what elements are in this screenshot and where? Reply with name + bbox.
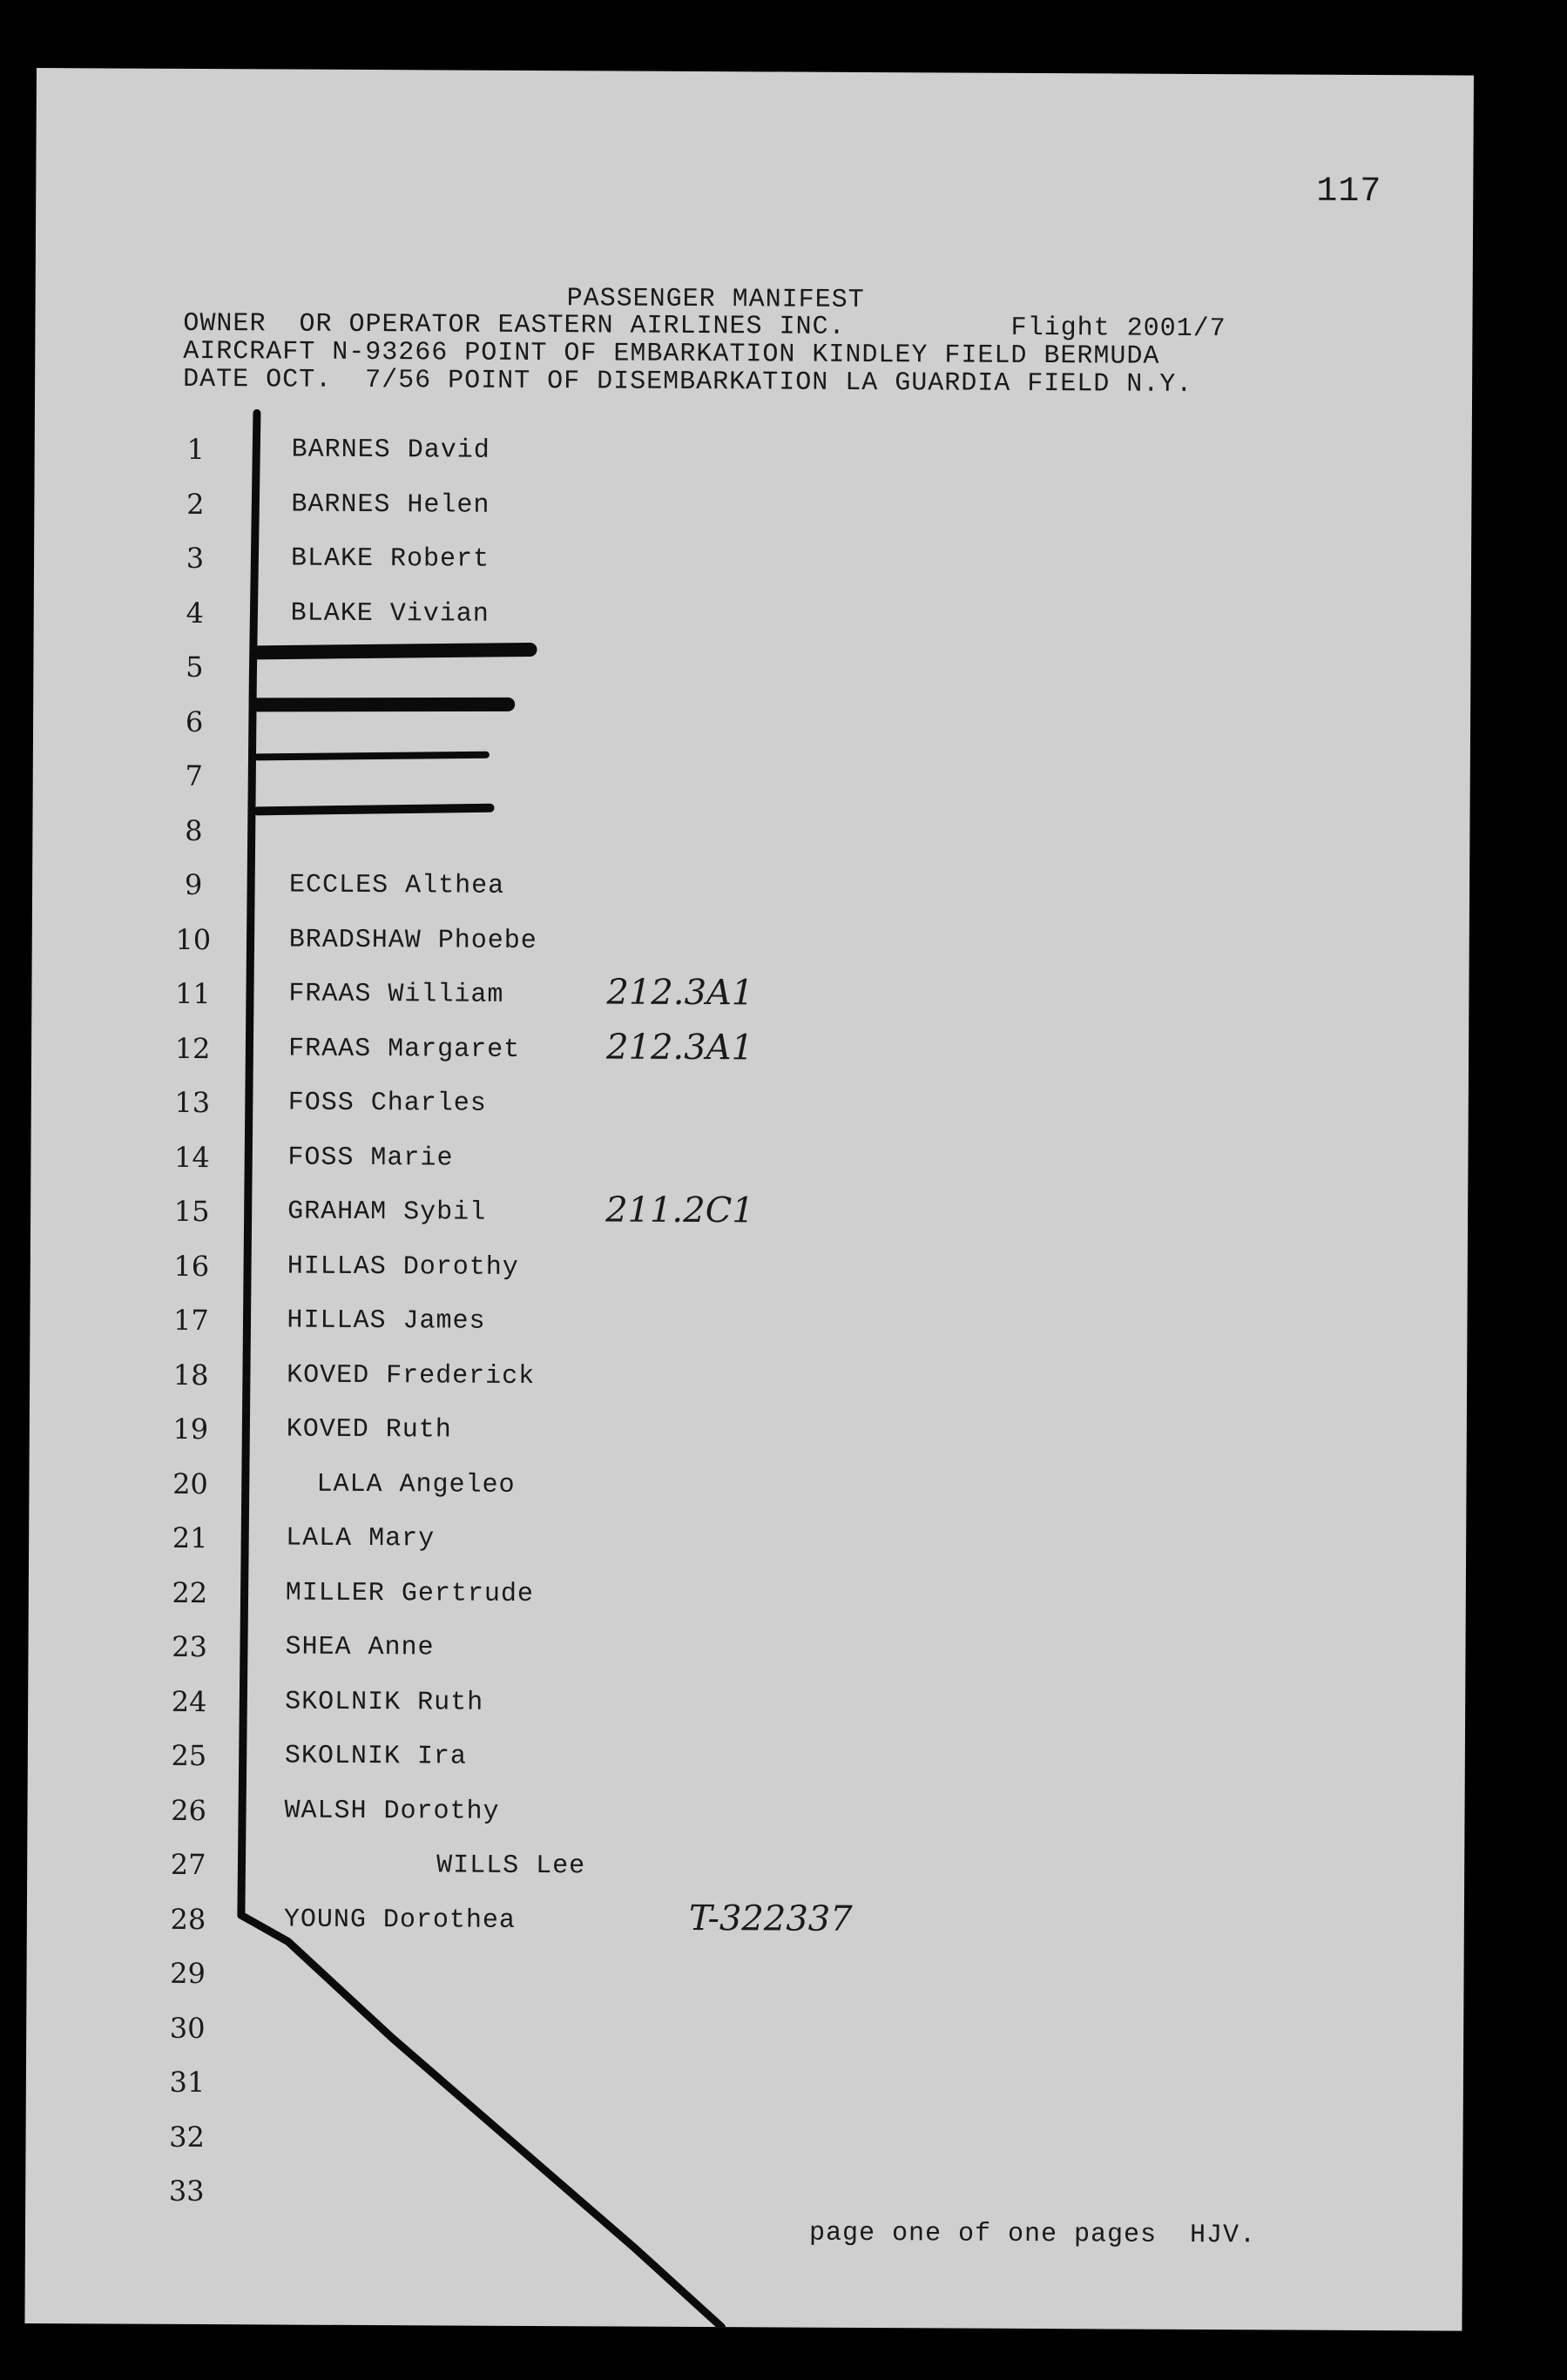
- date-line: DATE OCT. 7/56 POINT OF DISEMBARKATION LA GUARDIA FIELD N.Y.: [183, 364, 1193, 400]
- handwritten-note: 212.3A1: [606, 1026, 754, 1068]
- row-number: 6: [185, 705, 204, 738]
- row-number: 12: [174, 1031, 211, 1065]
- strike-row-8: [258, 806, 490, 812]
- owner-line: OWNER OR OPERATOR EASTERN AIRLINES INC. Flight 2001/7: [183, 308, 1226, 345]
- passenger-name: SHEA Anne: [285, 1632, 435, 1663]
- manifest-title: PASSENGER MANIFEST: [566, 284, 865, 315]
- row-number: 9: [184, 867, 203, 902]
- passenger-name: ECCLES Althea: [289, 870, 505, 901]
- passenger-name: YOUNG Dorothea: [283, 1905, 517, 1936]
- row-number: 21: [172, 1520, 208, 1555]
- row-number: 11: [174, 976, 211, 1011]
- passenger-name: LALA Mary: [286, 1523, 436, 1554]
- page-number: 117: [1316, 172, 1382, 212]
- passenger-name: LALA Angeleo: [316, 1469, 516, 1500]
- manifest-paper: [24, 68, 1474, 2331]
- row-number: 1: [186, 432, 205, 467]
- passenger-name: SKOLNIK Ruth: [285, 1687, 484, 1718]
- row-number: 16: [173, 1249, 210, 1283]
- row-number: 4: [186, 596, 204, 630]
- row-number: 23: [172, 1629, 207, 1664]
- passenger-name: WALSH Dorothy: [284, 1796, 500, 1827]
- passenger-name: MILLER Gertrude: [285, 1578, 534, 1609]
- handwritten-note: 211.2C1: [605, 1190, 754, 1231]
- passenger-name: FOSS Marie: [287, 1143, 454, 1174]
- strike-row-5: [258, 648, 530, 654]
- strike-row-7: [258, 753, 486, 758]
- passenger-name: BLAKE Vivian: [290, 598, 490, 630]
- row-number: 5: [186, 650, 204, 684]
- row-number: 15: [173, 1194, 210, 1229]
- row-number: 13: [174, 1085, 211, 1120]
- row-number: 18: [172, 1358, 209, 1392]
- passenger-name: BARNES Helen: [291, 489, 490, 521]
- passenger-name: HILLAS Dorothy: [287, 1251, 519, 1283]
- row-number: 25: [171, 1738, 207, 1773]
- row-number: 20: [172, 1466, 208, 1500]
- passenger-name: KOVED Ruth: [286, 1414, 452, 1446]
- row-number: 33: [168, 2174, 205, 2208]
- row-number: 7: [185, 758, 204, 793]
- passenger-name: BLAKE Robert: [290, 543, 490, 575]
- row-number: 17: [173, 1303, 209, 1338]
- row-number: 29: [170, 1956, 206, 1991]
- passenger-name: WILLS Lee: [436, 1851, 586, 1882]
- row-number: 19: [172, 1412, 209, 1446]
- row-number: 3: [186, 541, 205, 576]
- passenger-name: GRAHAM Sybil: [287, 1197, 487, 1228]
- diagonal-tail-line: [239, 1915, 723, 2327]
- row-number: 2: [186, 487, 205, 521]
- row-number: 32: [169, 2120, 206, 2154]
- passenger-name: FOSS Charles: [287, 1088, 487, 1119]
- row-number: 27: [170, 1847, 206, 1882]
- strike-row-6: [258, 703, 508, 706]
- row-number: 10: [175, 922, 212, 956]
- handwritten-note: 212.3A1: [606, 972, 754, 1014]
- passenger-name: BRADSHAW Phoebe: [288, 925, 537, 956]
- aircraft-line: AIRCRAFT N-93266 POINT OF EMBARKATION KINDLEY FIELD BERMUDA: [183, 336, 1160, 372]
- row-number: 14: [173, 1140, 210, 1174]
- row-number: 30: [169, 2011, 206, 2045]
- row-number: 8: [185, 813, 203, 847]
- row-number: 26: [171, 1793, 206, 1827]
- passenger-name: FRAAS William: [288, 979, 504, 1010]
- row-number: 22: [172, 1575, 208, 1609]
- passenger-name: HILLAS James: [287, 1305, 486, 1337]
- page-footer: page one of one pages HJV.: [808, 2218, 1257, 2251]
- handwritten-note: T-322337: [688, 1898, 853, 1939]
- vertical-bracket-line: [241, 413, 257, 1915]
- passenger-name: KOVED Frederick: [287, 1360, 536, 1392]
- passenger-name: BARNES David: [291, 435, 490, 466]
- row-number: 28: [170, 1902, 206, 1936]
- passenger-name: FRAAS Margaret: [288, 1034, 521, 1065]
- passenger-name: SKOLNIK Ira: [284, 1741, 467, 1772]
- row-number: 31: [169, 2065, 206, 2100]
- row-number: 24: [171, 1684, 207, 1718]
